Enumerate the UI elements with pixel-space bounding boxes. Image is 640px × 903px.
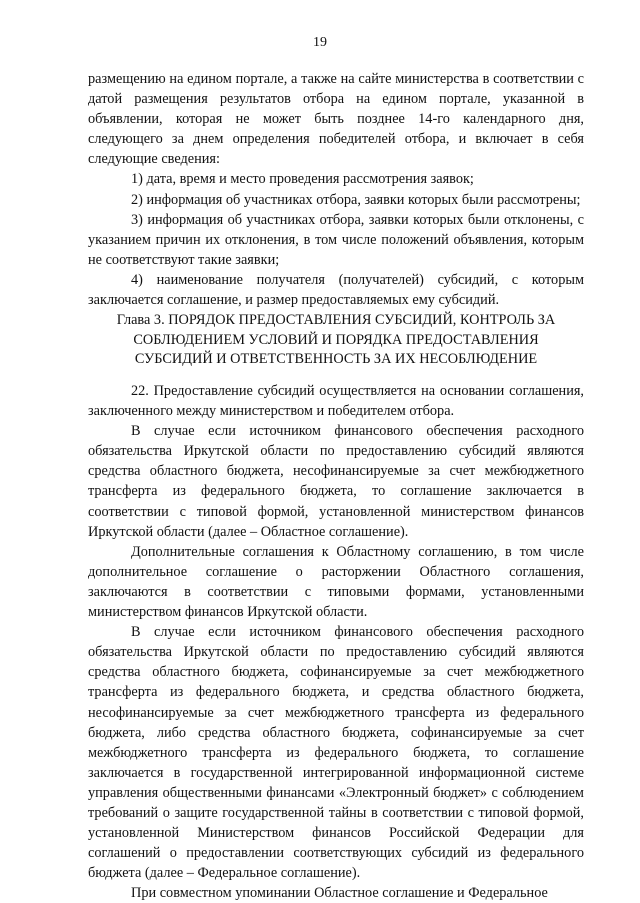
paragraph-continuation: размещению на едином портале, а также на сайте министерства в соответствии с датой размещения результатов отбора на едином портале, указанной в объявлении, которая не может быть позднее 14-го календарного дня, следующего за днем определения победителей отбора, и включает в себя следующие сведения: (88, 71, 584, 168)
list-item-3: 3) информация об участниках отбора, заявки которых были отклонены, с указанием причин их отклонения, в том числе положений объявления, которым не соответствуют такие заявки; (88, 211, 584, 268)
chapter-heading-line-3: СУБСИДИЙ И ОТВЕТСТВЕННОСТЬ ЗА ИХ НЕСОБЛЮДЕНИЕ (134, 351, 538, 367)
chapter-body-text-block (88, 381, 584, 903)
paragraph-additional-agreements: Дополнительные соглашения к Областному соглашению, в том числе дополнительное соглашение о расторжении Областного соглашения, заключаются в соответствии с типовыми формами, установленными министерством финансов Иркутской области. (88, 543, 584, 621)
intro-text-block (88, 69, 584, 310)
page-number: 19 (313, 35, 327, 50)
list-item-2: 2) информация об участниках отбора, заявки которых были рассмотрены; (131, 191, 581, 208)
paragraph-federal-agreement: В случае если источником финансового обеспечения расходного обязательства Иркутской области по предоставлению субсидий являются средства областного бюджета, софинансируемые за счет межбюджетного трансферта из федерального бюджета, и средства областного бюджета, несофинансируемые за счет межбюджетного трансферта из федерального бюджета, либо средства областного бюджета, софинансируемые за счет межбюджетного трансферта из федерального бюджета, то соглашение заключается в государственной интегрированной информационной системе управления общественными финансами «Электронный бюджет» с соблюдением требований о защите государственной тайны в соответствии с типовой формой, установленной Министерством финансов Российской Федерации для соглашений о предоставлении соответствующих субсидий из федерального бюджета (далее – Федеральное соглашение). (88, 624, 584, 882)
paragraph-joint-mention: При совместном упоминании Областное соглашение и Федеральное (131, 885, 548, 902)
paragraph-22: 22. Предоставление субсидий осуществляется на основании соглашения, заключенного между министерством и победителем отбора. (88, 383, 584, 420)
paragraph-regional-agreement: В случае если источником финансового обеспечения расходного обязательства Иркутской области по предоставлению субсидий являются средства областного бюджета, несофинансируемые за счет межбюджетного трансферта из федерального бюджета, то соглашение заключается в соответствии с типовой формой, установленной министерством финансов Иркутской области (далее – Областное соглашение). (88, 423, 584, 540)
chapter-heading (88, 311, 584, 370)
list-item-1: 1) дата, время и место проведения рассмотрения заявок; (131, 171, 474, 188)
chapter-heading-line-2: СОБЛЮДЕНИЕМ УСЛОВИЙ И ПОРЯДКА ПРЕДОСТАВЛЕНИЯ (133, 331, 539, 348)
chapter-heading-line-1: Глава 3. ПОРЯДОК ПРЕДОСТАВЛЕНИЯ СУБСИДИЙ, КОНТРОЛЬ ЗА (116, 312, 556, 328)
list-item-4: 4) наименование получателя (получателей) субсидий, с которым заключается соглашение, и размер предоставляемых ему субсидий. (88, 271, 584, 309)
